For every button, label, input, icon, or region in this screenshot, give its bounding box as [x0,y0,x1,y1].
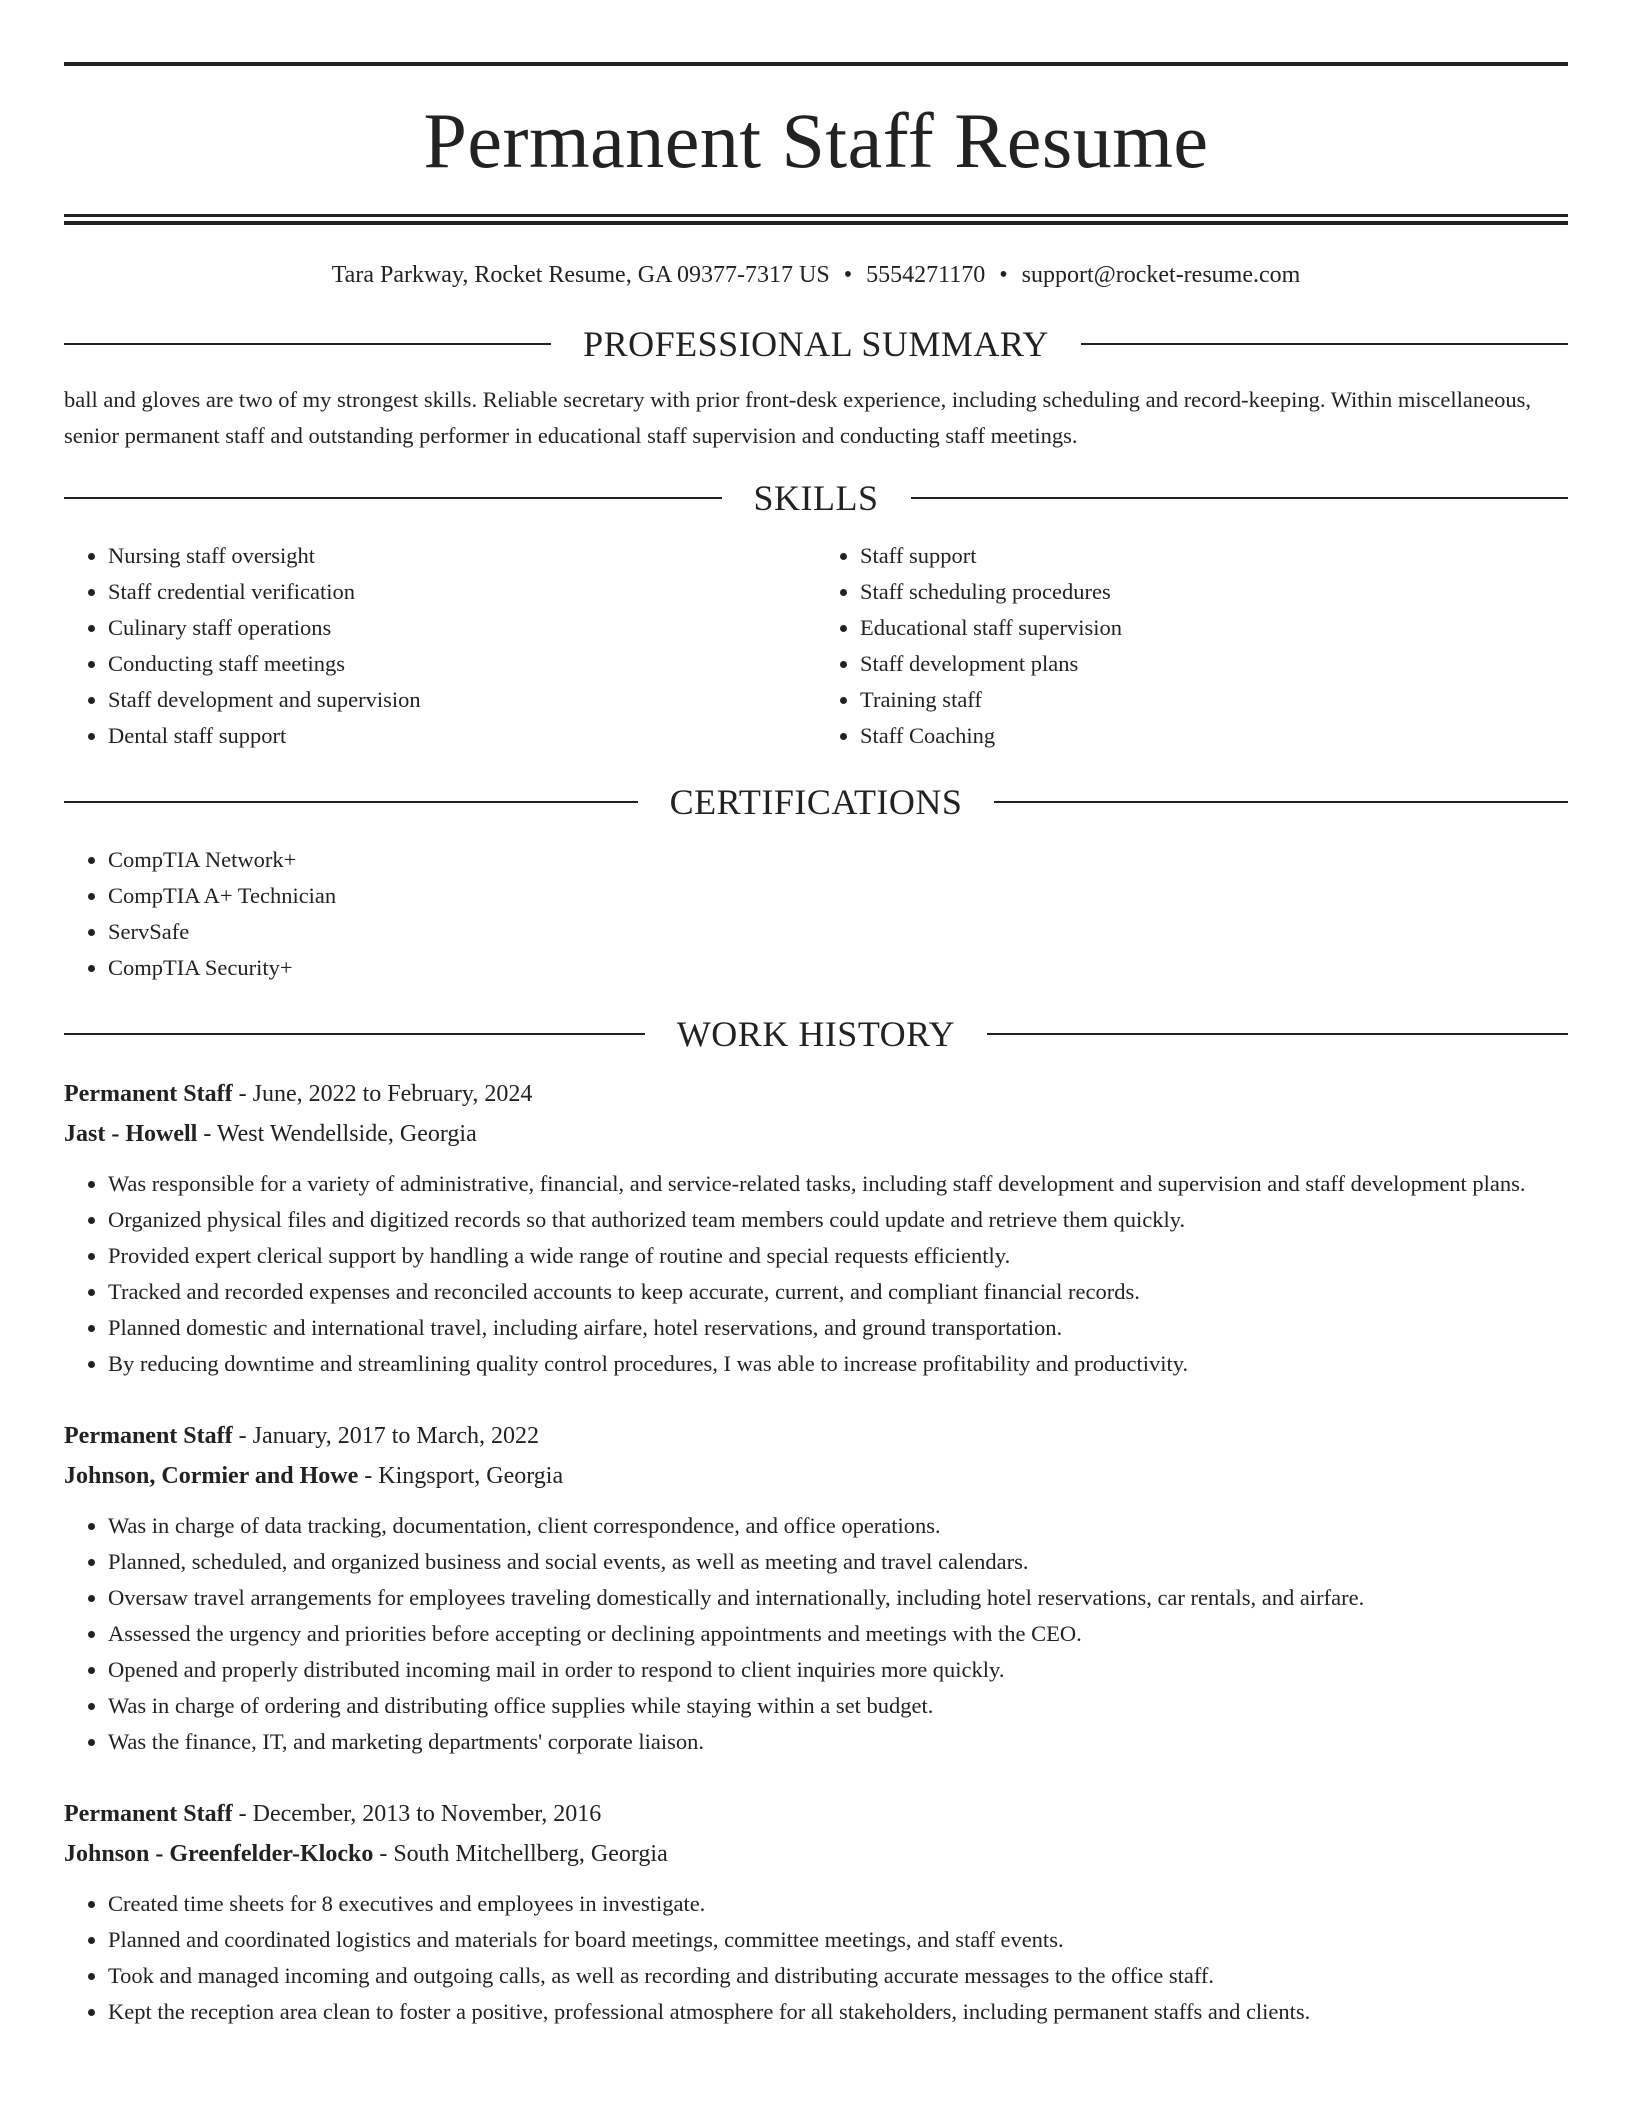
section-rule-left [64,343,551,345]
list-item: • Kept the reception area clean to foster a positive, professional atmosphere for all stakeholders, including permanent staffs and clients. [108,1994,1568,2030]
section-rule-right [1081,343,1568,345]
job-company-line [64,1456,1568,1496]
contact-email: support@rocket-resume.com [1021,262,1301,288]
list-item: • Staff development and supervision [108,682,816,718]
list-item: • Took and managed incoming and outgoing calls, as well as recording and distributing accurate messages to the office staff. [108,1958,1568,1994]
section-header-skills [64,477,1568,518]
list-item: • Tracked and recorded expenses and reconciled accounts to keep accurate, current, and compliant financial records. [108,1274,1568,1310]
skills-column-left [64,538,816,754]
list-item: • Planned domestic and international travel, including airfare, hotel reservations, and ground transportation. [108,1310,1568,1346]
list-item: • Provided expert clerical support by handling a wide range of routine and special requests efficiently. [108,1238,1568,1274]
summary-paragraph: ball and gloves are two of my strongest skills. Reliable secretary with prior front-desk experience, including scheduling and record-keeping. Within miscellaneous, senior permanent staff and outstanding performer in educational staff supervision and conducting staff meetings. [64,386,1532,448]
list-item: • Staff credential verification [108,574,816,610]
list-item: • Organized physical files and digitized records so that authorized team members could update and retrieve them quickly. [108,1202,1568,1238]
list-item: • Was responsible for a variety of administrative, financial, and service-related tasks, including staff development and supervision and staff development plans. [108,1166,1568,1202]
list-item: • CompTIA Security+ [108,950,1568,986]
job-location: - South Mitchellberg, Georgia [373,1840,668,1867]
section-header-summary [64,323,1568,364]
list-item: • Educational staff supervision [860,610,1568,646]
section-rule-left [64,801,638,803]
job-company-line [64,1834,1568,1874]
list-item: • Training staff [860,682,1568,718]
list-item: • Assessed the urgency and priorities before accepting or declining appointments and meetings with the CEO. [108,1616,1568,1652]
job-title: Permanent Staff [64,1422,233,1449]
section-rule-right [994,801,1568,803]
list-item: • Opened and properly distributed incoming mail in order to respond to client inquiries more quickly. [108,1652,1568,1688]
skills-list [64,538,1568,754]
list-item: • Culinary staff operations [108,610,816,646]
list-item: • By reducing downtime and streamlining quality control procedures, I was able to increase profitability and productivity. [108,1346,1568,1382]
section-rule-left [64,1033,645,1035]
contact-line [64,261,1568,290]
section-rule-right [987,1033,1568,1035]
contact-phone: 5554271170 [866,262,986,288]
job-company: Johnson, Cormier and Howe [64,1462,359,1489]
section-title-work-history: WORK HISTORY [676,1013,956,1054]
job-dates: - June, 2022 to February, 2024 [232,1080,533,1107]
list-item: • Staff Coaching [860,718,1568,754]
job-bullets [64,1886,1568,2030]
job-entry [64,1074,1568,1382]
job-location: - West Wendellside, Georgia [197,1120,477,1147]
list-item: • ServSafe [108,914,1568,950]
section-rule-right [911,497,1569,499]
list-item: • Planned, scheduled, and organized business and social events, as well as meeting and travel calendars. [108,1544,1568,1580]
job-company: Jast - Howell [64,1120,198,1147]
list-item: • Was in charge of ordering and distributing office supplies while staying within a set budget. [108,1688,1568,1724]
job-title-line [64,1074,1568,1114]
job-bullets [64,1166,1568,1382]
section-header-work-history [64,1013,1568,1054]
list-item: • CompTIA A+ Technician [108,878,1568,914]
certifications-list [64,842,1568,986]
job-bullets [64,1508,1568,1760]
list-item: • Staff support [860,538,1568,574]
job-location: - Kingsport, Georgia [358,1462,564,1489]
list-item: • Was in charge of data tracking, documentation, client correspondence, and office operations. [108,1508,1568,1544]
list-item: • Oversaw travel arrangements for employees traveling domestically and internationally, including hotel reservations, car rentals, and airfare. [108,1580,1568,1616]
list-item: • Staff scheduling procedures [860,574,1568,610]
job-title-line [64,1794,1568,1834]
list-item: • Planned and coordinated logistics and materials for board meetings, committee meetings, and staff events. [108,1922,1568,1958]
job-title: Permanent Staff [64,1800,233,1827]
job-title-line [64,1416,1568,1456]
section-rule-left [64,497,722,499]
list-item: • Dental staff support [108,718,816,754]
contact-separator: • [843,262,853,288]
job-dates: - December, 2013 to November, 2016 [232,1800,602,1827]
list-item: • Created time sheets for 8 executives and employees in investigate. [108,1886,1568,1922]
resume-title: Permanent Staff Resume [423,97,1209,184]
job-company: Johnson - Greenfelder-Klocko [64,1840,374,1867]
section-header-certifications [64,781,1568,822]
job-dates: - January, 2017 to March, 2022 [232,1422,539,1449]
job-company-line [64,1114,1568,1154]
list-item: • Staff development plans [860,646,1568,682]
list-item: • Conducting staff meetings [108,646,816,682]
job-entry [64,1416,1568,1760]
section-title-skills: SKILLS [753,477,879,518]
section-title-certifications: CERTIFICATIONS [669,781,963,822]
contact-address: Tara Parkway, Rocket Resume, GA 09377-7317 US [331,262,830,288]
contact-separator: • [999,262,1008,288]
list-item: • Was the finance, IT, and marketing departments' corporate liaison. [108,1724,1568,1760]
title-double-rule [64,214,1568,225]
job-title: Permanent Staff [64,1080,233,1107]
list-item: • CompTIA Network+ [108,842,1568,878]
skills-column-right [816,538,1568,754]
section-title-summary: PROFESSIONAL SUMMARY [583,323,1049,364]
job-entry [64,1794,1568,2030]
list-item: • Nursing staff oversight [108,538,816,574]
